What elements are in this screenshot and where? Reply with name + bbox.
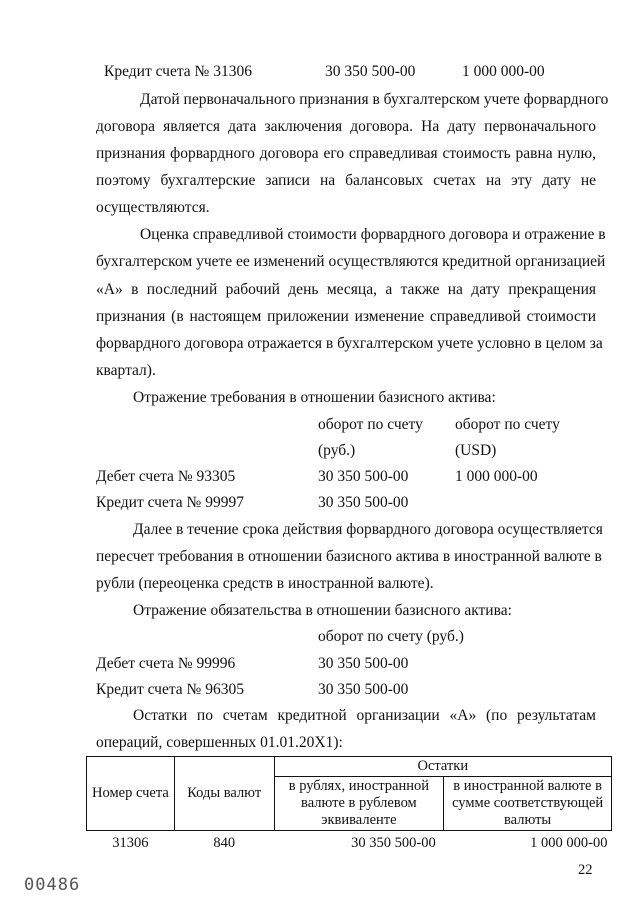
claim-debit-usd: 1 000 000-00	[455, 468, 538, 485]
entry-credit-31306-usd: 1 000 000-00	[462, 63, 545, 80]
header-balances: Остатки	[274, 757, 611, 777]
para1-line: договора является дата заключения договора. На дату первоначального	[96, 118, 596, 135]
liability-debit-label: Дебет счета № 99996	[96, 655, 236, 672]
para1-line: поэтому бухгалтерские записи на балансовых счетах на эту дату не	[96, 172, 596, 189]
entry-credit-31306-rub: 30 350 500-00	[325, 63, 416, 80]
liability-credit-rub: 30 350 500-00	[318, 681, 409, 698]
claim-col-rub-header: оборот по счету	[318, 416, 423, 433]
para1-line: осуществляются.	[96, 199, 210, 216]
page-number: 22	[578, 862, 593, 878]
header-currency-codes: Коды валют	[174, 757, 274, 831]
para1-line: признания форвардного договора его справедливая стоимость равна нулю,	[96, 145, 596, 162]
para3-line: рубли (переоценка средств в иностранной валюте).	[96, 575, 434, 592]
cell-balance-rub: 30 350 500-00	[351, 835, 436, 851]
header-balance-rub: в рублях, иностранной валюте в рублевом эквиваленте	[274, 777, 444, 831]
claim-debit-label: Дебет счета № 93305	[96, 468, 236, 485]
para3-line: Далее в течение срока действия форвардного договора осуществляется	[133, 521, 603, 538]
para2-line: признания (в настоящем приложении изменение справедливой стоимости	[96, 308, 596, 325]
header-account-number: Номер счета	[87, 757, 175, 831]
liability-col-rub-header: оборот по счету (руб.)	[318, 628, 464, 645]
claim-credit-rub: 30 350 500-00	[318, 494, 409, 511]
liability-heading: Отражение обязательства в отношении базисного актива:	[133, 602, 512, 619]
balances-table	[86, 756, 612, 853]
claim-col-rub-unit: (руб.)	[318, 442, 356, 459]
entry-credit-31306-label: Кредит счета № 31306	[104, 63, 252, 80]
para2-line: бухгалтерском учете ее изменений осуществляются кредитной организацией	[96, 253, 606, 270]
para4-line: операций, совершенных 01.01.20Х1):	[96, 734, 343, 751]
cell-balance-fx: 1 000 000-00	[530, 835, 608, 851]
claim-credit-label: Кредит счета № 99997	[96, 494, 244, 511]
claim-col-usd-unit: (USD)	[455, 442, 497, 459]
claim-col-usd-header: оборот по счету	[455, 416, 560, 433]
claim-debit-rub: 30 350 500-00	[318, 468, 409, 485]
para4-line: Остатки по счетам кредитной организации «А» (по результатам	[133, 707, 596, 724]
archive-stamp-number: 00486	[24, 875, 81, 895]
para2-line: форвардного договора отражается в бухгалтерском учете условно в целом за	[96, 335, 603, 352]
liability-credit-label: Кредит счета № 96305	[96, 681, 244, 698]
para3-line: пересчет требования в отношении базисного актива в иностранной валюте в	[96, 548, 602, 565]
header-balance-fx: в иностранной валюте в сумме соответствующей валюты	[444, 777, 612, 831]
cell-account: 31306	[112, 835, 149, 851]
para1-line: Датой первоначального признания в бухгалтерском учете форвардного	[140, 91, 609, 108]
cell-currency-code: 840	[213, 835, 236, 851]
para2-line: Оценка справедливой стоимости форвардного договора и отражение в	[140, 226, 606, 243]
para2-line: квартал).	[96, 362, 156, 379]
claim-heading: Отражение требования в отношении базисного актива:	[133, 389, 496, 406]
table-row	[87, 831, 612, 854]
para2-line: «А» в последний рабочий день месяца, а также на дату прекращения	[96, 281, 596, 298]
liability-debit-rub: 30 350 500-00	[318, 655, 409, 672]
